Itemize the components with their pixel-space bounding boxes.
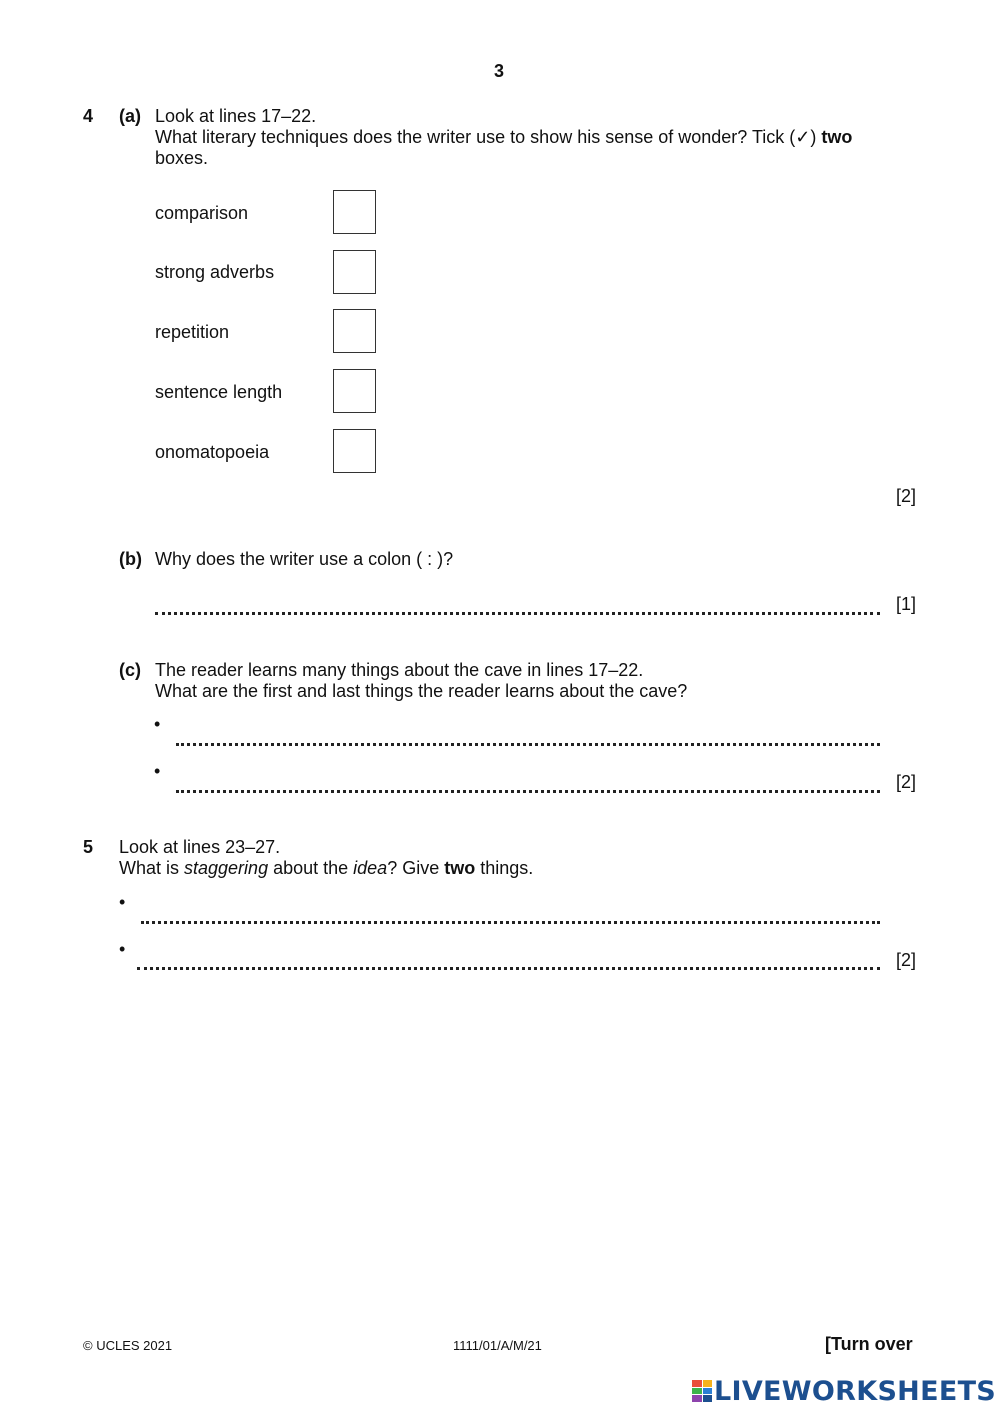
question-text-line: What literary techniques does the writer use to show his sense of wonder? Tick (✓) two bbox=[155, 127, 853, 147]
liveworksheets-logo bbox=[692, 1376, 996, 1406]
question-text-line: What is staggering about the idea? Give two things. bbox=[119, 858, 534, 878]
emphasis-two: two bbox=[821, 127, 853, 147]
page-number: 3 bbox=[494, 61, 505, 81]
question-text-line: boxes. bbox=[155, 148, 209, 168]
emphasis-two: two bbox=[444, 858, 476, 878]
turn-over-label: [Turn over bbox=[825, 1334, 913, 1354]
part-label: (c) bbox=[119, 660, 141, 680]
marks-5: [2] bbox=[896, 950, 917, 970]
bullet: • bbox=[119, 939, 126, 959]
bullet: • bbox=[154, 714, 161, 734]
answer-line-5-first[interactable] bbox=[141, 921, 880, 924]
question-text-line: Why does the writer use a colon ( : )? bbox=[155, 549, 454, 569]
answer-line-5-second[interactable] bbox=[137, 967, 880, 970]
tickbox-strong-adverbs[interactable] bbox=[333, 250, 376, 294]
marks-4b: [1] bbox=[896, 594, 917, 614]
tickbox-sentence-length[interactable] bbox=[333, 369, 376, 413]
liveworksheets-logo-icon bbox=[692, 1380, 712, 1402]
part-label: (a) bbox=[119, 106, 141, 126]
liveworksheets-logo-text: LIVEWORKSHEETS bbox=[714, 1375, 997, 1407]
question-number: 5 bbox=[83, 837, 94, 857]
tickbox-comparison[interactable] bbox=[333, 190, 376, 234]
answer-line-4c-first[interactable] bbox=[176, 743, 880, 746]
marks-4c: [2] bbox=[896, 772, 917, 792]
tickbox-repetition[interactable] bbox=[333, 309, 376, 353]
option-label-repetition: repetition bbox=[155, 322, 230, 342]
bullet: • bbox=[119, 892, 126, 912]
question-text-line: What are the first and last things the reader learns about the cave? bbox=[155, 681, 688, 701]
option-label-comparison: comparison bbox=[155, 203, 249, 223]
question-text-line: Look at lines 23–27. bbox=[119, 837, 281, 857]
part-label: (b) bbox=[119, 549, 142, 569]
option-label-onomatopoeia: onomatopoeia bbox=[155, 442, 270, 462]
question-text-line: Look at lines 17–22. bbox=[155, 106, 317, 126]
answer-line-4b[interactable] bbox=[155, 612, 880, 615]
footer-copyright: © UCLES 2021 bbox=[83, 1338, 173, 1353]
question-text-line: The reader learns many things about the cave in lines 17–22. bbox=[155, 660, 644, 680]
bullet: • bbox=[154, 761, 161, 781]
question-number: 4 bbox=[83, 106, 94, 126]
option-label-sentence-length: sentence length bbox=[155, 382, 283, 402]
answer-line-4c-last[interactable] bbox=[176, 790, 880, 793]
tickbox-onomatopoeia[interactable] bbox=[333, 429, 376, 473]
footer-paper-code: 1111/01/A/M/21 bbox=[453, 1338, 542, 1353]
option-label-strong-adverbs: strong adverbs bbox=[155, 262, 275, 282]
marks-4a: [2] bbox=[896, 486, 917, 506]
